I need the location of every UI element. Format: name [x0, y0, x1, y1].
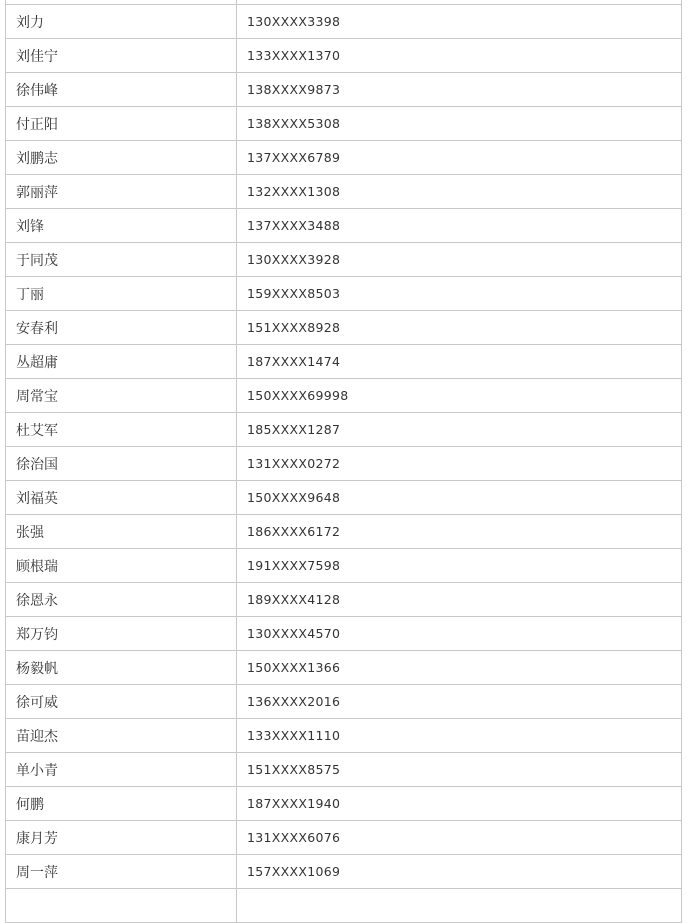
table-row — [6, 5, 682, 39]
contact-phone-cell: 130XXXX4570 — [237, 617, 682, 651]
table-row — [6, 549, 682, 583]
contact-name-cell: 丁丽 — [6, 277, 237, 311]
contact-phone-cell: 150XXXX1366 — [237, 651, 682, 685]
contact-phone-cell: 132XXXX1308 — [237, 175, 682, 209]
table-row — [6, 379, 682, 413]
table-row — [6, 719, 682, 753]
contact-phone-cell: 186XXXX6172 — [237, 515, 682, 549]
contact-name-cell: 郭丽萍 — [6, 175, 237, 209]
contact-name-cell: 丛超庸 — [6, 345, 237, 379]
contact-phone-cell: 159XXXX8503 — [237, 277, 682, 311]
contact-name-cell: 顾根瑞 — [6, 549, 237, 583]
contact-name-cell: 康月芳 — [6, 821, 237, 855]
contact-phone-cell: 187XXXX1940 — [237, 787, 682, 821]
contact-table — [5, 0, 682, 923]
table-row — [6, 209, 682, 243]
contact-name-cell: 安春利 — [6, 311, 237, 345]
contact-phone-cell: 138XXXX9873 — [237, 73, 682, 107]
table-row — [6, 515, 682, 549]
contact-phone-cell: 131XXXX0272 — [237, 447, 682, 481]
table-row — [6, 141, 682, 175]
contact-table-container — [5, 0, 682, 923]
contact-phone-cell: 137XXXX3488 — [237, 209, 682, 243]
table-row — [6, 39, 682, 73]
contact-name-cell: 周一萍 — [6, 855, 237, 889]
contact-name-cell: 刘佳宁 — [6, 39, 237, 73]
contact-name-cell: 徐治国 — [6, 447, 237, 481]
table-row — [6, 685, 682, 719]
table-row — [6, 617, 682, 651]
table-row — [6, 481, 682, 515]
contact-name-cell: 何鹏 — [6, 787, 237, 821]
contact-name-cell: 刘福英 — [6, 481, 237, 515]
table-row — [6, 583, 682, 617]
contact-phone-cell: 133XXXX1110 — [237, 719, 682, 753]
contact-name-cell: 单小青 — [6, 753, 237, 787]
contact-name-cell: 郑万钧 — [6, 617, 237, 651]
contact-name-cell: 张强 — [6, 515, 237, 549]
table-row — [6, 821, 682, 855]
contact-table-body — [6, 0, 682, 923]
contact-name-cell: 刘力 — [6, 5, 237, 39]
table-row — [6, 345, 682, 379]
contact-phone-cell: 133XXXX1370 — [237, 39, 682, 73]
contact-name-cell: 杨毅帆 — [6, 651, 237, 685]
contact-phone-cell: 151XXXX8575 — [237, 753, 682, 787]
contact-phone-cell: 131XXXX6076 — [237, 821, 682, 855]
table-row — [6, 243, 682, 277]
contact-name-cell: 杜艾军 — [6, 413, 237, 447]
contact-phone-cell: 136XXXX2016 — [237, 685, 682, 719]
contact-phone-cell: 137XXXX6789 — [237, 141, 682, 175]
contact-phone-cell: 189XXXX4128 — [237, 583, 682, 617]
table-row — [6, 855, 682, 889]
contact-name-cell: 于同茂 — [6, 243, 237, 277]
contact-phone-cell: 157XXXX1069 — [237, 855, 682, 889]
contact-name-cell: 徐伟峰 — [6, 73, 237, 107]
table-row — [6, 107, 682, 141]
table-row — [6, 73, 682, 107]
contact-name-cell: 苗迎杰 — [6, 719, 237, 753]
table-row — [6, 753, 682, 787]
contact-phone-cell: 138XXXX5308 — [237, 107, 682, 141]
table-row — [6, 311, 682, 345]
contact-phone-cell: 130XXXX3398 — [237, 5, 682, 39]
table-row — [6, 277, 682, 311]
contact-name-cell: 刘鹏志 — [6, 141, 237, 175]
contact-phone-cell: 187XXXX1474 — [237, 345, 682, 379]
contact-phone-cell: 185XXXX1287 — [237, 413, 682, 447]
contact-name-cell: 付正阳 — [6, 107, 237, 141]
table-row — [6, 651, 682, 685]
contact-name-cell: 周常宝 — [6, 379, 237, 413]
table-row — [6, 787, 682, 821]
table-row — [6, 175, 682, 209]
contact-phone-cell: 150XXXX69998 — [237, 379, 682, 413]
contact-name-cell: 刘锋 — [6, 209, 237, 243]
table-row — [6, 447, 682, 481]
contact-name-cell: 徐恩永 — [6, 583, 237, 617]
table-row — [6, 413, 682, 447]
contact-phone-cell: 191XXXX7598 — [237, 549, 682, 583]
contact-phone-cell: 130XXXX3928 — [237, 243, 682, 277]
contact-name-cell: 徐可威 — [6, 685, 237, 719]
contact-phone-cell: 151XXXX8928 — [237, 311, 682, 345]
contact-phone-cell: 150XXXX9648 — [237, 481, 682, 515]
